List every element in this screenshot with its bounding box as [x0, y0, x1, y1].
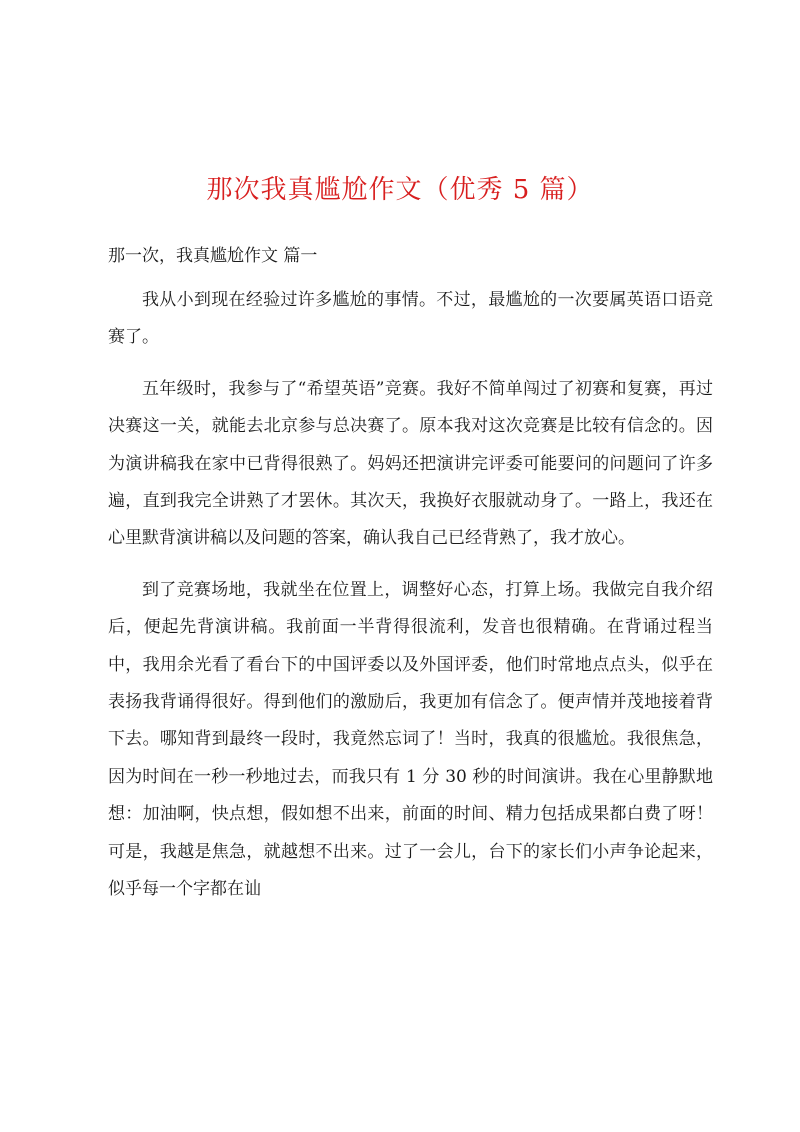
- section-heading: 那一次，我真尴尬作文 篇一: [108, 246, 318, 266]
- paragraph-2: 五年级时，我参与了“希望英语”竞赛。我好不简单闯过了初赛和复赛，再过决赛这一关，就能去北京参与总决赛了。原本我对这次竞赛是比较有信念的。因为演讲稿我在家中已背得很熟了。妈妈还把演讲完评委可能要问的问题问了许多遍，直到我完全讲熟了才罢休。其次天，我换好衣服就动身了。一路上，我还在心里默背演讲稿以及问题的答案，确认我自己已经背熟了，我才放心。: [108, 378, 713, 549]
- paragraph-1: 我从小到现在经验过许多尴尬的事情。不过，最尴尬的一次要属英语口语竞赛了。: [108, 290, 713, 348]
- document-title: 那次我真尴尬作文（优秀 5 篇）: [206, 175, 594, 205]
- document-body: [108, 282, 713, 923]
- paragraph-3: 到了竞赛场地，我就坐在位置上，调整好心态，打算上场。我做完自我介绍后，便起先背演讲稿。我前面一半背得很流利，发音也很精确。在背诵过程当中，我用余光看了看台下的中国评委以及外国评委，他们时常地点点头，似乎在表扬我背诵得很好。得到他们的激励后，我更加有信念了。便声情并茂地接着背下去。哪知背到最终一段时，我竟然忘词了！当时，我真的很尴尬。我很焦急，因为时间在一秒一秒地过去，而我只有 1 分 30 秒的时间演讲。我在心里静默地想：加油啊，快点想，假如想不出来，前面的时间、精力包括成果都白费了呀！可是，我越是焦急，就越想不出来。过了一会儿，台下的家长们小声争论起来，似乎每一个字都在讪: [108, 579, 713, 900]
